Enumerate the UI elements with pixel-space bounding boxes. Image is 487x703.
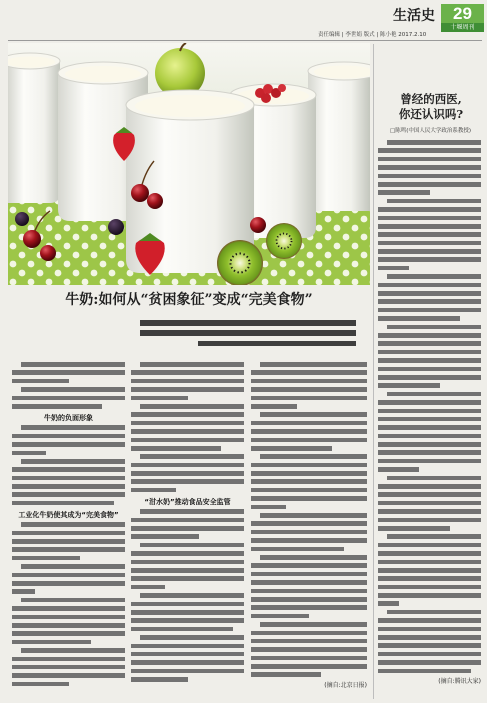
text-line bbox=[131, 602, 244, 607]
text-line bbox=[378, 518, 481, 523]
text-line bbox=[378, 308, 481, 313]
text-line bbox=[387, 199, 481, 204]
text-line bbox=[140, 404, 244, 409]
text-line bbox=[251, 446, 332, 451]
text-line bbox=[378, 190, 430, 195]
text-line bbox=[12, 657, 125, 662]
text-line bbox=[12, 539, 125, 544]
text-line bbox=[140, 593, 244, 598]
sidebar-title-line: 曾经的西医, bbox=[400, 92, 462, 106]
text-line bbox=[378, 333, 481, 338]
text-line bbox=[12, 379, 69, 384]
sidebar-column bbox=[378, 140, 481, 687]
text-line bbox=[12, 640, 91, 645]
sidebar-title bbox=[380, 92, 482, 122]
text-line bbox=[12, 370, 125, 375]
text-line bbox=[131, 438, 244, 443]
text-line bbox=[12, 501, 114, 506]
text-line bbox=[387, 534, 481, 539]
text-line bbox=[12, 531, 125, 536]
text-line bbox=[21, 598, 125, 603]
text-line bbox=[12, 623, 125, 628]
text-line bbox=[251, 404, 297, 409]
text-line bbox=[21, 425, 125, 430]
section-title: 生活史 bbox=[393, 8, 435, 24]
text-line bbox=[12, 396, 125, 401]
text-line bbox=[12, 682, 69, 687]
text-line bbox=[378, 165, 481, 170]
text-line bbox=[12, 476, 125, 481]
text-line bbox=[378, 492, 481, 497]
text-line bbox=[378, 601, 399, 606]
text-line bbox=[378, 350, 481, 355]
sidebar-source: (摘自:腾讯大家) bbox=[438, 678, 481, 685]
text-line bbox=[21, 387, 125, 392]
kiwi-half bbox=[217, 240, 263, 285]
text-line bbox=[12, 665, 125, 670]
text-line bbox=[378, 232, 481, 237]
text-line bbox=[251, 379, 367, 384]
text-line bbox=[140, 543, 244, 548]
article-body-text bbox=[12, 522, 125, 686]
article-deck bbox=[140, 320, 356, 351]
text-line bbox=[131, 576, 244, 581]
text-line bbox=[378, 585, 481, 590]
text-line bbox=[131, 518, 244, 523]
deck-text-line bbox=[140, 320, 356, 326]
text-line bbox=[378, 425, 481, 430]
text-line bbox=[378, 509, 481, 514]
text-line bbox=[12, 442, 125, 447]
text-line bbox=[378, 241, 481, 246]
text-line bbox=[131, 412, 244, 417]
text-line bbox=[12, 451, 46, 456]
text-line bbox=[378, 383, 440, 388]
text-line bbox=[131, 379, 244, 384]
cherry bbox=[250, 217, 266, 233]
text-line bbox=[21, 564, 125, 569]
column-divider bbox=[373, 44, 374, 699]
text-line bbox=[12, 589, 35, 594]
article-column-2 bbox=[131, 362, 244, 685]
deck-text-line bbox=[198, 341, 356, 347]
text-line bbox=[251, 479, 367, 484]
article-body-text bbox=[251, 362, 367, 677]
text-line bbox=[131, 387, 244, 392]
text-line bbox=[251, 547, 344, 552]
text-line bbox=[131, 560, 244, 565]
text-line bbox=[378, 669, 471, 674]
sidebar-body-text bbox=[378, 140, 481, 673]
article-body-text bbox=[12, 362, 125, 409]
text-line bbox=[131, 429, 244, 434]
text-line bbox=[251, 396, 367, 401]
text-line bbox=[12, 492, 125, 497]
text-line bbox=[131, 488, 176, 493]
text-line bbox=[260, 622, 367, 627]
text-line bbox=[251, 647, 367, 652]
text-line bbox=[251, 521, 367, 526]
text-line bbox=[251, 672, 321, 677]
sidebar-title-line: 你还认识吗? bbox=[398, 107, 464, 121]
text-line bbox=[378, 643, 481, 648]
text-line bbox=[251, 505, 286, 510]
text-line bbox=[378, 450, 481, 455]
text-line bbox=[12, 484, 125, 489]
text-line bbox=[131, 618, 244, 623]
yogurt-cup bbox=[308, 62, 370, 211]
text-line bbox=[131, 610, 244, 615]
text-line bbox=[131, 652, 244, 657]
text-line bbox=[378, 341, 481, 346]
text-line bbox=[378, 459, 481, 464]
text-line bbox=[378, 417, 481, 422]
text-line bbox=[12, 606, 125, 611]
text-line bbox=[251, 597, 367, 602]
text-line bbox=[131, 551, 244, 556]
text-line bbox=[140, 362, 244, 367]
text-line bbox=[251, 370, 367, 375]
text-line bbox=[251, 614, 309, 619]
text-line bbox=[251, 538, 367, 543]
text-line bbox=[378, 375, 481, 380]
text-line bbox=[251, 488, 367, 493]
text-line bbox=[251, 631, 367, 636]
text-line bbox=[140, 509, 244, 514]
text-line bbox=[21, 522, 125, 527]
header-divider bbox=[8, 40, 482, 41]
text-line bbox=[12, 467, 125, 472]
text-line bbox=[131, 677, 188, 682]
text-line bbox=[378, 182, 481, 187]
text-line bbox=[378, 467, 419, 472]
text-line bbox=[251, 463, 367, 468]
text-line bbox=[131, 421, 244, 426]
article-body-text bbox=[12, 425, 125, 505]
text-line bbox=[131, 669, 244, 674]
text-line bbox=[131, 446, 221, 451]
text-line bbox=[251, 421, 367, 426]
text-line bbox=[378, 266, 409, 271]
text-line bbox=[21, 362, 125, 367]
text-line bbox=[131, 568, 244, 573]
text-line bbox=[131, 471, 244, 476]
text-line bbox=[378, 148, 481, 153]
text-line bbox=[378, 576, 481, 581]
text-line bbox=[378, 358, 481, 363]
text-line bbox=[378, 660, 481, 665]
text-line bbox=[251, 496, 367, 501]
text-line bbox=[378, 568, 481, 573]
text-line bbox=[131, 585, 165, 590]
sidebar-byline: □陈鸣(中国人民大学政治系教授) bbox=[390, 128, 471, 134]
text-line bbox=[12, 547, 125, 552]
text-line bbox=[140, 454, 244, 459]
text-line bbox=[387, 476, 481, 481]
text-line bbox=[378, 216, 481, 221]
yogurt-cup bbox=[8, 53, 60, 203]
text-line bbox=[378, 543, 481, 548]
article-column-3 bbox=[251, 362, 367, 691]
text-line bbox=[251, 605, 367, 610]
article-source: (摘自:北京日报) bbox=[324, 681, 367, 689]
text-line bbox=[378, 501, 481, 506]
text-line bbox=[387, 274, 481, 279]
text-line bbox=[260, 412, 367, 417]
text-line bbox=[140, 635, 244, 640]
text-line bbox=[131, 479, 244, 484]
text-line bbox=[378, 283, 481, 288]
text-line bbox=[378, 174, 481, 179]
text-line bbox=[21, 648, 125, 653]
text-line bbox=[378, 291, 481, 296]
subheading-negative-image: 牛奶的负面形象 bbox=[44, 414, 93, 423]
text-line bbox=[378, 316, 460, 321]
text-line bbox=[378, 400, 481, 405]
text-line bbox=[378, 618, 481, 623]
text-line bbox=[131, 463, 244, 468]
text-line bbox=[378, 257, 481, 262]
text-line bbox=[251, 387, 367, 392]
paper-name: 十堰周刊 bbox=[441, 23, 484, 32]
text-line bbox=[251, 563, 367, 568]
text-line bbox=[251, 580, 367, 585]
text-line bbox=[387, 325, 481, 330]
text-line bbox=[378, 560, 481, 565]
text-line bbox=[251, 471, 367, 476]
text-line bbox=[260, 454, 367, 459]
text-line bbox=[131, 534, 199, 539]
text-line bbox=[378, 635, 481, 640]
text-line bbox=[378, 593, 481, 598]
text-line bbox=[251, 664, 367, 669]
text-line bbox=[251, 530, 367, 535]
text-line bbox=[251, 589, 367, 594]
yogurt-fruit-photo bbox=[8, 43, 370, 285]
text-line bbox=[12, 404, 102, 409]
text-line bbox=[12, 581, 125, 586]
text-line bbox=[131, 526, 244, 531]
text-line bbox=[260, 555, 367, 560]
text-line bbox=[387, 610, 481, 615]
article-body-text bbox=[131, 509, 244, 681]
text-line bbox=[260, 513, 367, 518]
text-line bbox=[378, 157, 481, 162]
text-line bbox=[378, 484, 481, 489]
text-line bbox=[21, 459, 125, 464]
text-line bbox=[378, 442, 481, 447]
text-line bbox=[378, 551, 481, 556]
text-line bbox=[251, 429, 367, 434]
text-line bbox=[378, 299, 481, 304]
page-number: 29 bbox=[441, 4, 484, 23]
text-line bbox=[378, 652, 481, 657]
text-line bbox=[378, 207, 481, 212]
editor-credits: 责任编辑 | 李世娟 版式 | 陈小艳 2017.2.10 bbox=[318, 32, 427, 38]
text-line bbox=[12, 615, 125, 620]
text-line bbox=[378, 367, 481, 372]
text-line bbox=[12, 673, 125, 678]
text-line bbox=[131, 396, 188, 401]
text-line bbox=[12, 631, 125, 636]
text-line bbox=[378, 224, 481, 229]
text-line bbox=[378, 434, 481, 439]
text-line bbox=[378, 526, 450, 531]
subheading-industrial-milk: 工业化牛奶使其成为“完美食物” bbox=[18, 511, 119, 520]
deck-text-line bbox=[140, 330, 356, 336]
text-line bbox=[260, 362, 367, 367]
text-line bbox=[131, 370, 244, 375]
text-line bbox=[387, 140, 481, 145]
text-line bbox=[378, 249, 481, 254]
text-line bbox=[131, 660, 244, 665]
text-line bbox=[378, 627, 481, 632]
text-line bbox=[12, 556, 80, 561]
text-line bbox=[251, 438, 367, 443]
article-headline: 牛奶:如何从“贫困象征”变成“完美食物” bbox=[65, 292, 313, 308]
article-column-1 bbox=[12, 362, 125, 690]
text-line bbox=[131, 627, 233, 632]
text-line bbox=[12, 573, 125, 578]
kiwi-half bbox=[266, 223, 302, 259]
article-body-text bbox=[131, 362, 244, 492]
text-line bbox=[12, 434, 125, 439]
text-line bbox=[131, 644, 244, 649]
text-line bbox=[378, 409, 481, 414]
text-line bbox=[251, 656, 367, 661]
text-line bbox=[251, 572, 367, 577]
text-line bbox=[387, 392, 481, 397]
text-line bbox=[251, 639, 367, 644]
subheading-swill-milk: “泔水奶”推动食品安全监管 bbox=[144, 498, 231, 507]
